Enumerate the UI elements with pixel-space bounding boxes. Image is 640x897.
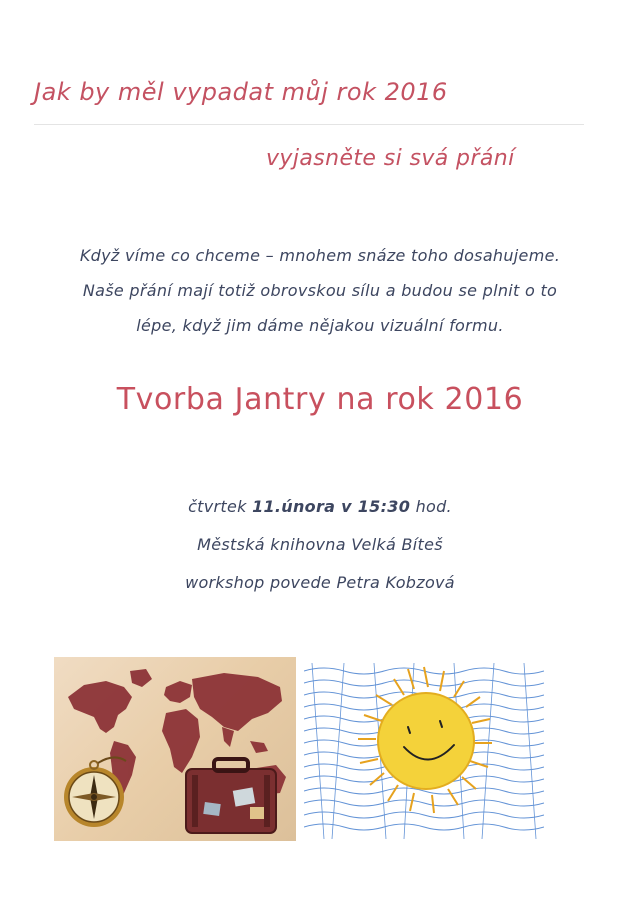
event-date-time: 11.února v 15:30 bbox=[252, 497, 411, 516]
sun-icon bbox=[378, 693, 474, 789]
divider bbox=[34, 124, 584, 125]
event-headline: Tvorba Jantry na rok 2016 bbox=[116, 382, 524, 417]
event-details bbox=[0, 490, 640, 604]
suitcase-icon bbox=[186, 759, 276, 833]
sun-drawing bbox=[304, 663, 544, 839]
event-venue: Městská knihovna Velká Bíteš bbox=[197, 535, 443, 554]
page-title: Jak by měl vypadat můj rok 2016 bbox=[34, 78, 448, 106]
intro-paragraph bbox=[20, 238, 620, 343]
event-hours-suffix: hod. bbox=[415, 497, 452, 516]
intro-line: Když víme co chceme – mnohem snáze toho dosahujeme. bbox=[79, 246, 561, 265]
intro-line: lépe, když jim dáme nějakou vizuální formu. bbox=[136, 316, 504, 335]
event-host: workshop povede Petra Kobzová bbox=[185, 573, 455, 592]
intro-line: Naše přání mají totiž obrovskou sílu a budou se plnit o to bbox=[82, 281, 558, 300]
event-datetime bbox=[0, 490, 640, 528]
subtitle: vyjasněte si svá přání bbox=[266, 146, 515, 171]
event-day: čtvrtek bbox=[188, 497, 247, 516]
world-map-photo bbox=[54, 657, 296, 841]
